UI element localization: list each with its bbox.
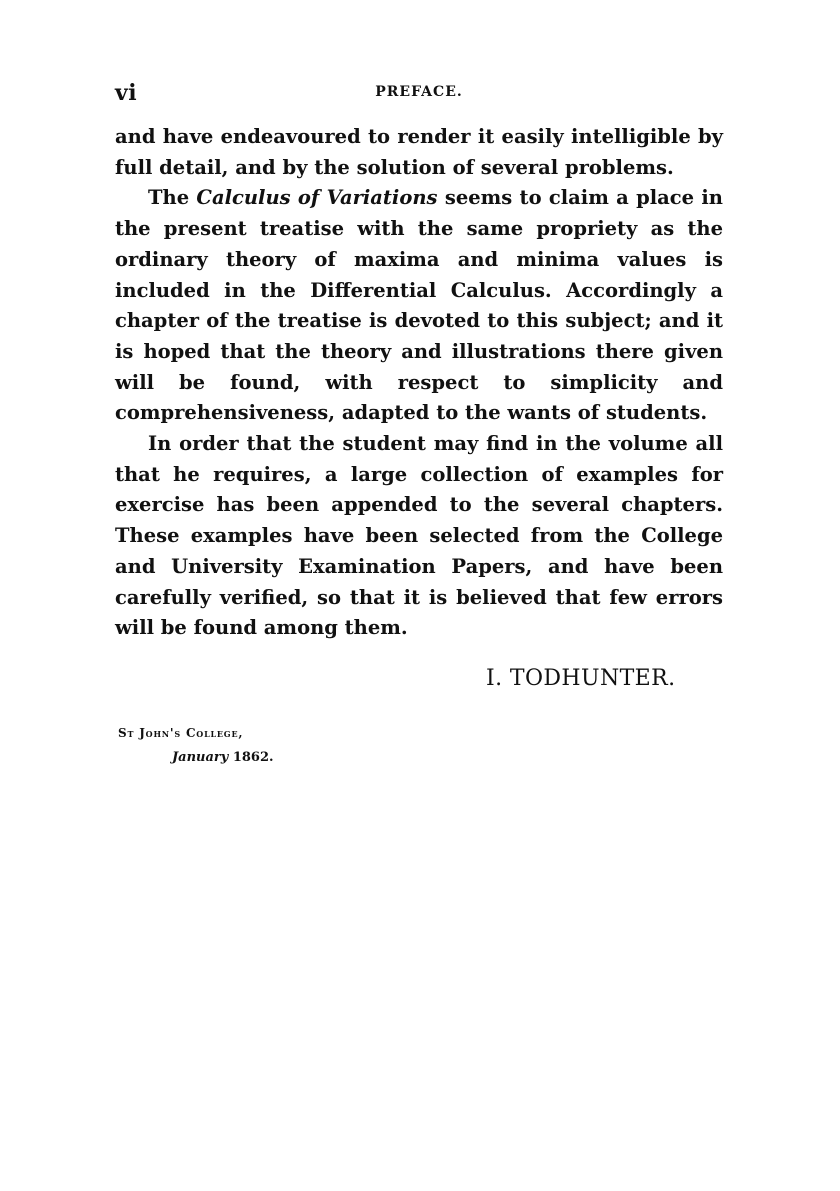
author-signature: I. TODHUNTER. — [486, 666, 676, 691]
page-number: vi — [115, 80, 138, 106]
page-header-title: PREFACE. — [375, 84, 463, 100]
date-month: January — [172, 750, 229, 765]
paragraph-text: The — [148, 186, 197, 210]
running-head — [115, 80, 723, 108]
paragraph-continuation: and have endeavoured to render it easily intelligible by full detail, and by the solution of several problems. — [115, 125, 723, 179]
signature-place: St John's College, — [118, 726, 244, 740]
signature-date — [172, 750, 274, 765]
date-year: 1862. — [232, 750, 274, 765]
preface-body — [115, 122, 723, 644]
paragraph-calculus-of-variations — [115, 183, 723, 429]
paragraph-text: seems to claim a place in the present treatise with the same propriety as the ordinary theory of maxima and minima values is included in the Differential Calculus. Accordingly a chapter of the treatise is devoted to this subject; and it is hoped that the theory and illustrations there given will be found, with respect to simplicity and comprehensiveness, adapted to the wants of students. — [115, 186, 723, 425]
italic-title: Calculus of Variations — [196, 186, 438, 210]
paragraph-examples: In order that the student may find in the volume all that he requires, a large collection of examples for exercise has been appended to the several chapters. These examples have been selected from the College and University Examination Papers, and have been carefully verified, so that it is believed that few errors will be found among them. — [115, 432, 723, 640]
